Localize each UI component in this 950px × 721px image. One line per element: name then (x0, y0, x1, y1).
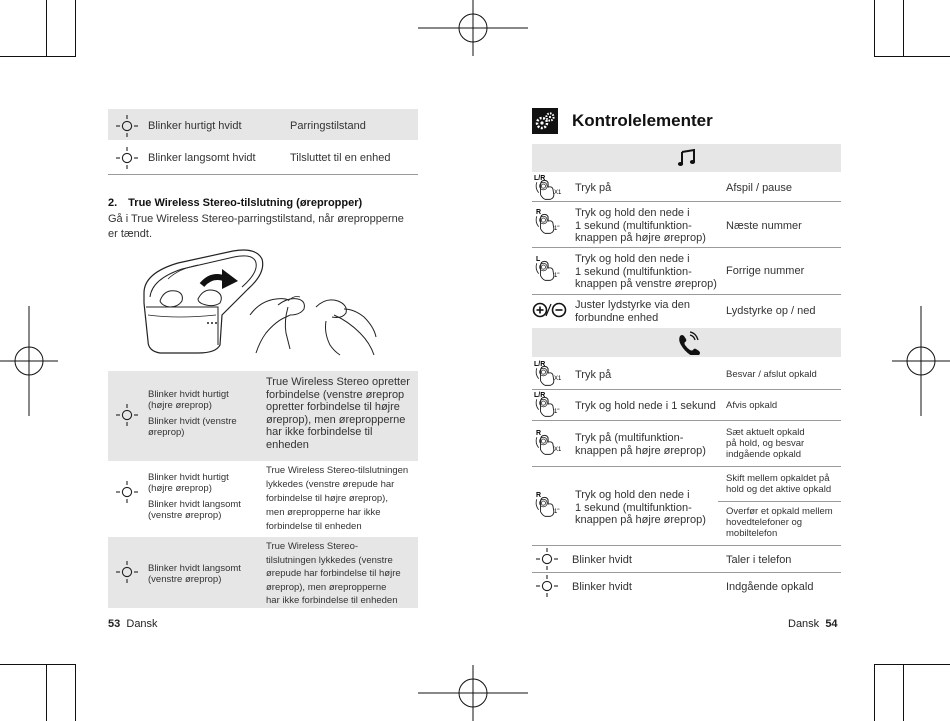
control-result: Skift mellem opkaldet på hold og det aktive opkald (726, 473, 832, 495)
svg-text:X1: X1 (554, 447, 562, 453)
led-blink-icon (116, 147, 138, 169)
svg-text:L/R: L/R (534, 361, 546, 368)
music-note-icon (677, 148, 697, 168)
touch-lr-tap-icon (532, 172, 564, 202)
page-title: Kontrolelementer (572, 111, 713, 130)
touch-l-hold-icon (532, 253, 564, 283)
svg-text:X1: X1 (554, 190, 562, 196)
led-blink-icon (116, 481, 138, 503)
svg-text:1": 1" (554, 409, 560, 415)
control-result: Sæt aktuelt opkald på hold, og besvar indgående opkald (726, 427, 805, 460)
control-action: Tryk på (575, 369, 612, 381)
tws-desc-text: True Wireless Stereo- tilslutningen lykkedes (venstre ørepude har forbindelse til højre øreprop), men ørepropperne har ikke forbindelse til enheden (266, 541, 401, 606)
touch-r-tap-icon (532, 427, 564, 457)
control-result: Forrige nummer (726, 265, 805, 277)
status-state-text: Indgående opkald (726, 581, 814, 593)
control-action: Tryk og hold nede i 1 sekund (575, 400, 716, 412)
svg-text:1": 1" (554, 509, 560, 515)
touch-lr-tap-icon (532, 358, 564, 388)
page-footer-left (108, 618, 158, 630)
control-result: Lydstyrke op / ned (726, 305, 816, 317)
led-blink-icon (536, 548, 558, 570)
status-state-text: Tilsluttet til en enhed (290, 152, 391, 164)
control-action: Tryk på (575, 182, 612, 194)
touch-r-hold-icon (532, 206, 564, 236)
touch-r-hold-icon (532, 489, 564, 519)
svg-text:R: R (536, 209, 542, 216)
page-number: 53 (108, 618, 121, 630)
page-number: 54 (825, 618, 838, 630)
control-action: Tryk og hold den nede i 1 sekund (multifunktion- knappen på venstre øreprop) (575, 253, 717, 290)
footer-language: Dansk (788, 618, 820, 630)
page-footer-right (788, 618, 838, 630)
status-led-text: Blinker langsomt hvidt (148, 152, 256, 164)
control-action: Tryk og hold den nede i 1 sekund (multifunktion- knappen på højre øreprop) (575, 207, 706, 244)
intro-text: Gå i True Wireless Stereo-parringstilstand, når ørepropperne (108, 213, 404, 225)
status-led-text: Blinker hurtigt hvidt (148, 120, 242, 132)
led-blink-icon (536, 575, 558, 597)
control-action: Tryk på (multifunktion- knappen på højre øreprop) (575, 432, 706, 457)
svg-text:R: R (536, 430, 542, 437)
control-result: Overfør et opkald mellem hovedtelefoner og mobiltelefon (726, 506, 833, 539)
led-blink-icon (116, 561, 138, 583)
tws-led-text: Blinker hvidt langsomt (venstre øreprop) (148, 563, 241, 585)
control-result: Afvis opkald (726, 400, 778, 411)
gears-icon (532, 108, 558, 134)
control-action: Juster lydstyrke via den forbundne enhed (575, 299, 690, 324)
svg-text:1": 1" (554, 226, 560, 232)
registration-mark-bottom (418, 661, 528, 721)
registration-mark-left (0, 306, 60, 416)
control-result: Næste nummer (726, 220, 802, 232)
tws-led-text: Blinker hvidt hurtigt (højre øreprop) Blinker hvidt langsomt (venstre øreprop) (148, 472, 241, 521)
footer-language: Dansk (126, 618, 158, 630)
svg-text:L/R: L/R (534, 175, 546, 182)
svg-text:L/R: L/R (534, 392, 546, 399)
status-state-text: Parringstilstand (290, 120, 366, 132)
status-led-text: Blinker hvidt (572, 554, 632, 566)
control-result: Besvar / afslut opkald (726, 369, 817, 380)
tws-desc-text: True Wireless Stereo-tilslutningen lykkedes (venstre ørepude har forbindelse til højre øreprop), men ørepropperne har ikke forbindelse til enheden (266, 465, 409, 532)
tws-led-text: Blinker hvidt hurtigt (højre øreprop) Blinker hvidt (venstre øreprop) (148, 389, 237, 438)
tws-desc-text: True Wireless Stereo opretter forbindelse (venstre øreprop opretter forbindelse til højre øreprop), men ørepropperne har ikke forbindelse til enheden (266, 376, 410, 451)
control-action: Tryk og hold den nede i 1 sekund (multifunktion- knappen på højre øreprop) (575, 489, 706, 526)
earbuds-illustration (138, 245, 388, 360)
intro-text: er tændt. (108, 228, 153, 240)
registration-mark-right (890, 306, 950, 416)
led-blink-icon (116, 115, 138, 137)
control-result: Afspil / pause (726, 182, 793, 194)
phone-ringing-icon (676, 331, 700, 355)
volume-plus-minus-icon (532, 301, 568, 319)
touch-lr-hold-icon (532, 389, 564, 419)
status-led-text: Blinker hvidt (572, 581, 632, 593)
registration-mark-top (418, 0, 528, 60)
svg-text:1": 1" (554, 273, 560, 279)
status-state-text: Taler i telefon (726, 554, 792, 566)
svg-text:R: R (536, 492, 542, 499)
svg-text:X1: X1 (554, 376, 562, 382)
svg-text:L: L (536, 256, 541, 263)
led-blink-icon (116, 404, 138, 426)
section-heading: 2. True Wireless Stereo-tilslutning (ørepropper) (108, 197, 363, 209)
